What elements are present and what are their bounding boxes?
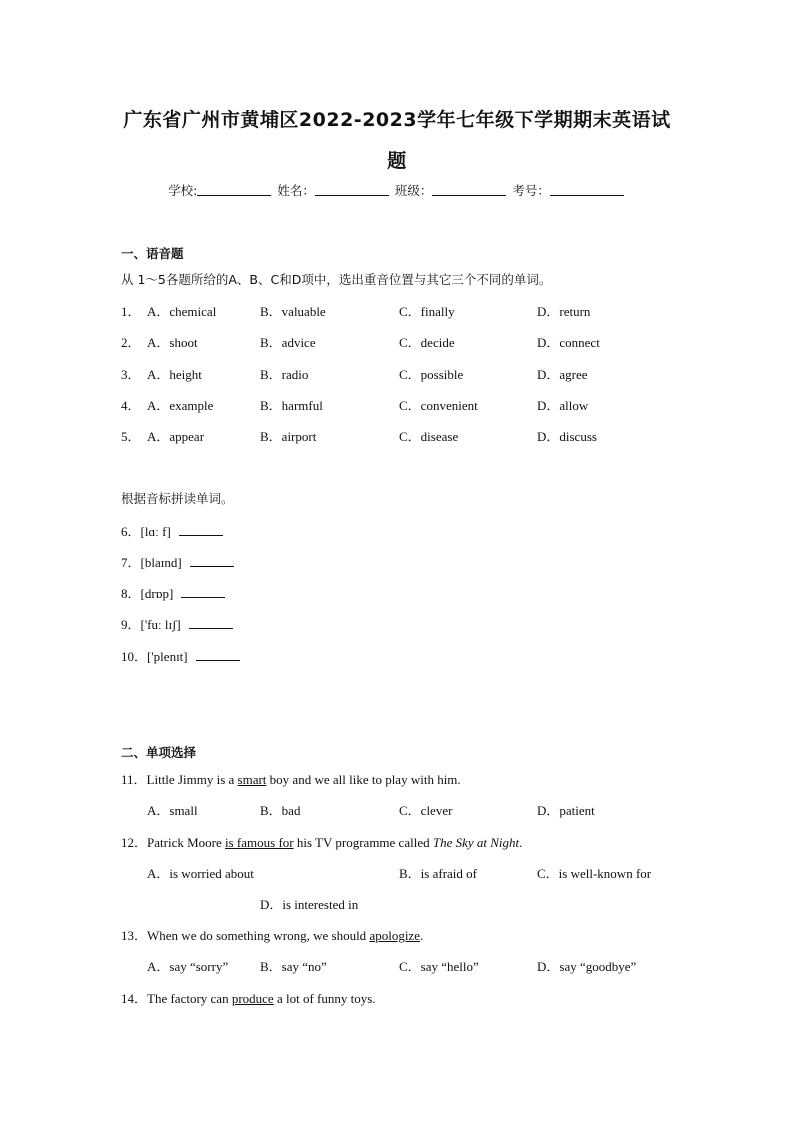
option-d: D．patient [537, 803, 595, 818]
school-label: 学校: [168, 183, 198, 198]
option-a: A．is worried about [147, 866, 254, 881]
option-d: D．allow [537, 398, 589, 413]
exam-no-label: 考号： [512, 183, 550, 198]
option-b: B．radio [260, 367, 309, 382]
option-c: C．possible [399, 367, 464, 382]
option-a: A．chemical [147, 304, 217, 319]
option-c: C．clever [399, 803, 453, 818]
question-text-end: . [419, 928, 424, 943]
option-b: B．is afraid of [399, 866, 477, 881]
question-number: 4． [121, 398, 141, 413]
question-number: 10． [121, 649, 148, 664]
answer-blank [189, 618, 233, 629]
section-heading-phonetics: 一、语音题 [121, 246, 184, 261]
question-number: 5． [121, 429, 141, 444]
option-d: D．agree [537, 367, 588, 382]
question-number: 13． [121, 928, 148, 943]
class-label: 班级： [394, 183, 433, 198]
question-text: Patrick Moore [147, 835, 225, 850]
answer-blank [196, 650, 240, 661]
section-instruction: 从 1～5各题所给的A、B、C和D项中，选出重音位置与其它三个不同的单词。 [121, 272, 552, 287]
question-text-mid: his TV programme called [293, 835, 433, 850]
phonetic-symbol: [drɒp] [140, 586, 174, 601]
page-title: 广东省广州市黄埔区2022-2023学年七年级下学期期末英语试 [123, 109, 671, 131]
underlined-word: apologize [369, 928, 420, 943]
name-blank [315, 183, 389, 196]
option-b: B．say “no” [260, 959, 327, 974]
option-d: D．return [537, 304, 591, 319]
phonetic-symbol: ['fuː lɪʃ] [140, 617, 181, 632]
option-d: D．discuss [537, 429, 597, 444]
option-a: A．small [147, 803, 198, 818]
question-number: 1． [121, 304, 141, 319]
phonetic-instruction: 根据音标拼读单词。 [121, 491, 234, 506]
underlined-word: produce [231, 991, 274, 1006]
option-b: B．harmful [260, 398, 323, 413]
option-b: B．bad [260, 803, 301, 818]
question-number: 3． [121, 367, 141, 382]
name-label: 姓名： [277, 183, 315, 198]
student-info-line [0, 181, 794, 199]
school-blank [197, 183, 271, 196]
option-a: A．example [147, 398, 214, 413]
question-text-end: a lot of funny toys. [273, 991, 376, 1006]
option-b: B．airport [260, 429, 317, 444]
phonetic-symbol: [blaɪnd] [140, 555, 182, 570]
question-number: 2． [121, 335, 141, 350]
section-heading-single-choice: 二、单项选择 [121, 745, 197, 760]
phonetic-symbol: [lɑː f] [140, 524, 171, 539]
italic-title: The Sky at Night [432, 835, 520, 850]
answer-blank [181, 587, 225, 598]
option-c: C．say “hello” [399, 959, 479, 974]
option-c: C．finally [399, 304, 455, 319]
option-d: D．say “goodbye” [537, 959, 637, 974]
option-c: C．disease [399, 429, 459, 444]
exam-no-blank [550, 183, 624, 196]
question-text: When we do something wrong, we should [147, 928, 370, 943]
option-b: B．valuable [260, 304, 326, 319]
question-number: 11． [121, 772, 147, 787]
option-b: B．advice [260, 335, 316, 350]
page-title-continued: 题 [387, 150, 407, 172]
question-text: The factory can [147, 991, 232, 1006]
option-a: A．appear [147, 429, 205, 444]
underlined-phrase: is famous for [225, 835, 294, 850]
option-a: A．say “sorry” [147, 959, 229, 974]
option-d: D．connect [537, 335, 600, 350]
question-number: 7． [121, 555, 141, 570]
question-number: 8． [121, 586, 141, 601]
phonetic-symbol: ['plenɪt] [147, 649, 188, 664]
option-c: C．convenient [399, 398, 478, 413]
option-a: A．height [147, 367, 202, 382]
underlined-word: smart [237, 772, 267, 787]
question-number: 14． [121, 991, 148, 1006]
question-number: 12． [121, 835, 148, 850]
option-a: A．shoot [147, 335, 198, 350]
question-text-end: boy and we all like to play with him. [266, 772, 461, 787]
option-d: D．is interested in [260, 897, 359, 912]
question-text-end: . [519, 835, 523, 850]
question-text: Little Jimmy is a [146, 772, 238, 787]
option-c: C．decide [399, 335, 455, 350]
class-blank [432, 183, 506, 196]
answer-blank [179, 525, 223, 536]
option-c: C．is well-known for [537, 866, 652, 881]
question-number: 6． [121, 524, 141, 539]
answer-blank [190, 556, 234, 567]
question-number: 9． [121, 617, 141, 632]
